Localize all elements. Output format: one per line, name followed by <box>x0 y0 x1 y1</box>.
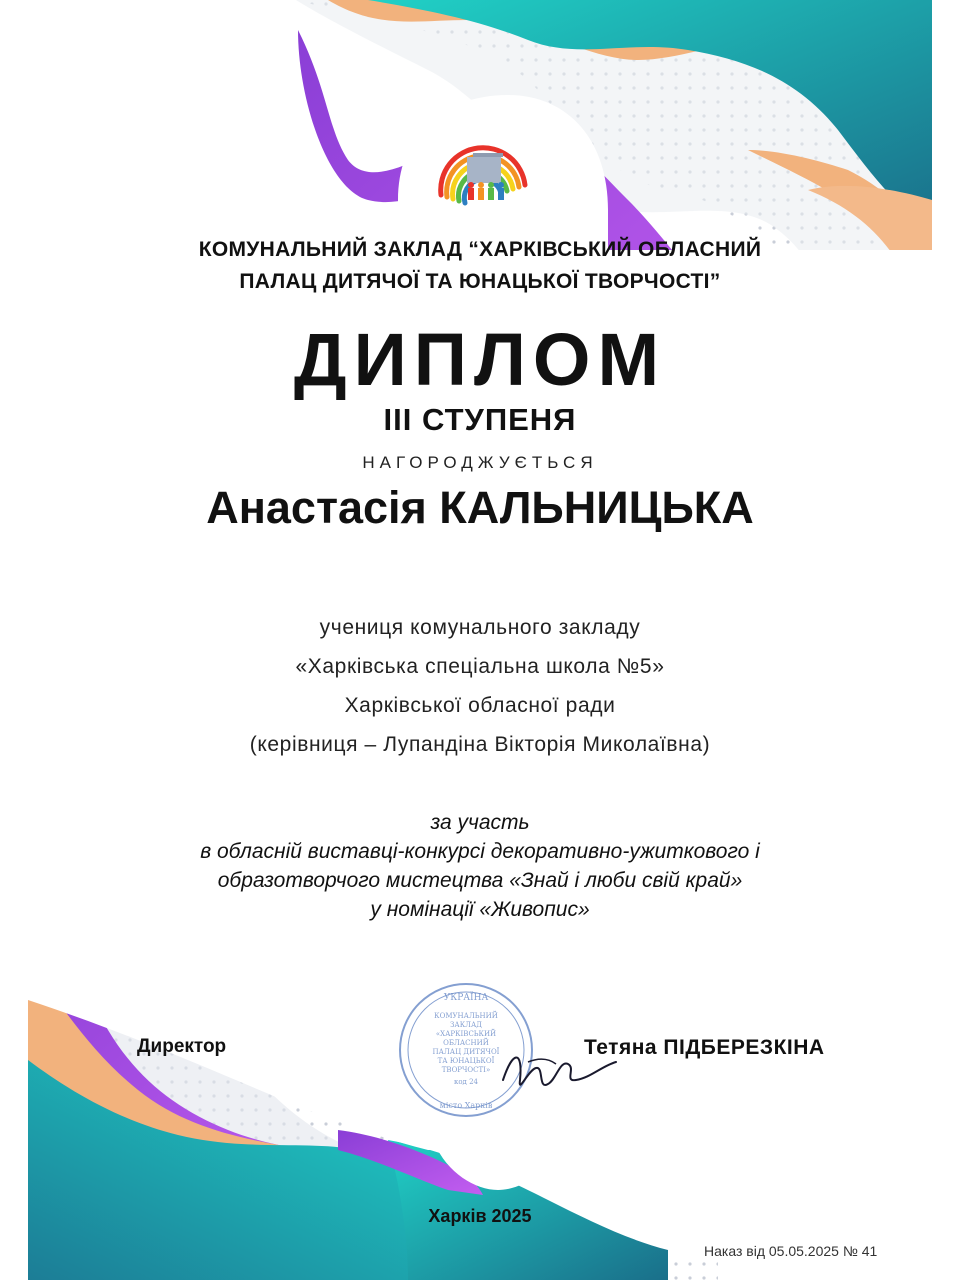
page-margin <box>0 0 28 1280</box>
svg-text:КОМУНАЛЬНИЙ: КОМУНАЛЬНИЙ <box>434 1012 498 1020</box>
svg-text:код 24: код 24 <box>453 1078 479 1086</box>
description-line: Харківської обласної ради <box>344 694 616 717</box>
diploma-degree: ІІІ СТУПЕНЯ <box>383 402 577 437</box>
reason-line: в обласній виставці-конкурсі декоративно-ужиткового і <box>200 840 760 863</box>
city-year: Харків 2025 <box>428 1206 532 1226</box>
svg-text:ПАЛАЦ ДИТЯЧОЇ: ПАЛАЦ ДИТЯЧОЇ <box>432 1048 500 1056</box>
description-line: учениця комунального закладу <box>319 616 641 639</box>
svg-text:УКРАЇНА: УКРАЇНА <box>443 993 489 1003</box>
signatory-name: Тетяна ПІДБЕРЕЗКІНА <box>584 1036 825 1059</box>
recipient-description <box>28 608 932 764</box>
description-line: (керівниця – Лупандіна Вікторія Миколаївна) <box>249 733 711 756</box>
svg-text:ТА ЮНАЦЬКОЇ: ТА ЮНАЦЬКОЇ <box>437 1057 495 1065</box>
svg-text:місто Харків: місто Харків <box>439 1101 493 1110</box>
award-reason <box>28 808 932 924</box>
diploma-page <box>28 0 932 1280</box>
signatory-role: Директор <box>137 1036 227 1057</box>
rainbow-children-logo-icon <box>423 125 543 225</box>
institution-name <box>28 234 932 298</box>
svg-text:ТВОРЧОСТІ»: ТВОРЧОСТІ» <box>441 1066 491 1074</box>
svg-text:ЗАКЛАД: ЗАКЛАД <box>450 1021 482 1029</box>
reason-line: за участь <box>430 811 530 834</box>
diploma-title: ДИПЛОМ <box>293 318 667 401</box>
description-line: «Харківська спеціальна школа №5» <box>295 655 665 678</box>
recipient-name: Анастасія КАЛЬНИЦЬКА <box>206 482 754 533</box>
svg-text:ОБЛАСНИЙ: ОБЛАСНИЙ <box>443 1039 489 1047</box>
reason-line: у номінації «Живопис» <box>370 898 590 921</box>
reason-line: образотворчого мистецтва «Знай і люби свій край» <box>217 869 743 892</box>
order-reference: Наказ від 05.05.2025 № 41 <box>704 1243 878 1259</box>
svg-text:«ХАРКІВСЬКИЙ: «ХАРКІВСЬКИЙ <box>435 1030 497 1038</box>
institution-line-1: КОМУНАЛЬНИЙ ЗАКЛАД “ХАРКІВСЬКИЙ ОБЛАСНИЙ <box>198 238 762 261</box>
awarded-label: НАГОРОДЖУЄТЬСЯ <box>362 453 598 472</box>
institution-line-2: ПАЛАЦ ДИТЯЧОЇ ТА ЮНАЦЬКОЇ ТВОРЧОСТІ” <box>239 270 721 293</box>
